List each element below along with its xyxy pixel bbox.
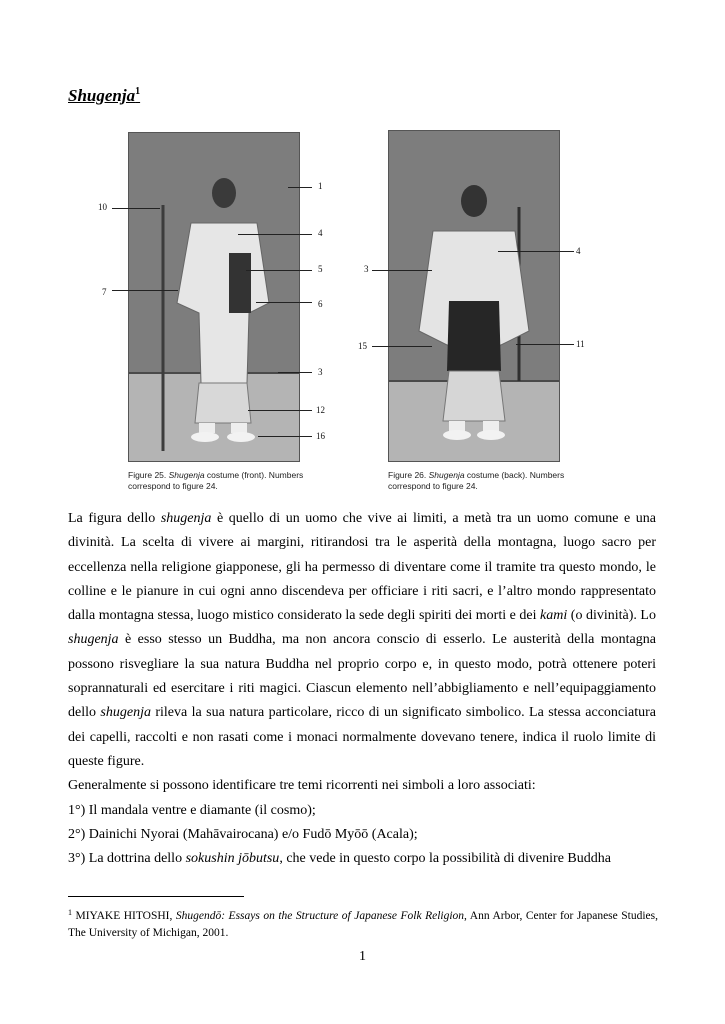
- callout-6: 6: [318, 299, 323, 309]
- footnote: [68, 904, 658, 942]
- costume-back-photo: [388, 130, 560, 462]
- figure-26-caption: [388, 470, 608, 491]
- footnote-rule: [68, 896, 244, 897]
- paragraph-run: kami: [540, 608, 568, 624]
- footnote-author: MIYAKE HITOSHI,: [72, 910, 176, 922]
- caption-prefix: Figure 26.: [388, 470, 429, 480]
- list-item: [68, 823, 656, 847]
- caption-suffix: costume (front). Numbers correspond to figure 24.: [128, 470, 304, 491]
- callout-back-3: 3: [364, 264, 369, 274]
- main-paragraph: [68, 507, 656, 774]
- paragraph-run: rileva la sua natura particolare, ricco di un significato simbolico. La stessa acconciatura dei capelli, raccolti e non rasati come i monaci normalmente dovevano tenere, indica il ruolo limite di queste figure.: [68, 705, 656, 769]
- callout-back-4: 4: [576, 246, 581, 256]
- list-item: [68, 799, 656, 823]
- callout-16: 16: [316, 431, 325, 441]
- callout-3: 3: [318, 367, 323, 377]
- paragraph-run: La figura dello: [68, 511, 161, 526]
- costume-front-photo: [128, 132, 300, 462]
- callout-5: 5: [318, 264, 323, 274]
- intro-line: Generalmente si possono identificare tre temi ricorrenti nei simboli a loro associati:: [68, 778, 536, 794]
- callout-back-15: 15: [358, 341, 367, 351]
- figure-front: [98, 132, 328, 492]
- list-item-run: 2°) Dainichi Nyorai (Mahāvairocana) e/o Fudō Myōō (Acala);: [68, 826, 418, 842]
- page-title: [68, 86, 140, 106]
- page-number: 1: [359, 949, 366, 964]
- paragraph-run: shugenja: [100, 705, 151, 721]
- caption-prefix: Figure 25.: [128, 470, 169, 480]
- callout-7: 7: [102, 287, 107, 297]
- callout-12: 12: [316, 405, 325, 415]
- figure-25-caption: [128, 470, 348, 491]
- caption-suffix: costume (back). Numbers correspond to figure 24.: [388, 470, 565, 491]
- caption-italic: Shugenja: [428, 470, 465, 480]
- footnote-marker: 1: [68, 908, 72, 917]
- footnote-title: Shugendō: Essays on the Structure of Japanese Folk Religion: [175, 910, 465, 922]
- callout-10: 10: [98, 202, 107, 212]
- footnote-rest: , Ann Arbor, Center for Japanese Studies, The University of Michigan, 2001.: [68, 910, 658, 939]
- list-item-run: sokushin jōbutsu: [185, 851, 280, 867]
- list-item-run: , che vede in questo corpo la possibilità di divenire Buddha: [279, 851, 611, 867]
- caption-italic: Shugenja: [168, 470, 205, 480]
- paragraph-run: è esso stesso un Buddha, ma non ancora conscio di esserlo. Le austerità della montagna possono risvegliare la sua natura Buddha nel proprio corpo e, in questo modo, potrà ottenere poteri soprannaturali ed esercitare i riti magici. Ciascun elemento nell’abbigliamento e nell’equipaggiamento dello: [68, 632, 656, 721]
- callout-back-11: 11: [576, 339, 585, 349]
- themes-list: [68, 799, 656, 872]
- list-item-run: 1°) Il mandala ventre e diamante (il cosmo);: [68, 802, 316, 818]
- paragraph-run: (o divinità). Lo: [567, 608, 656, 624]
- body-text: [68, 507, 656, 871]
- title-footnote-marker: 1: [135, 86, 141, 97]
- list-item-run: 3°) La dottrina dello: [68, 851, 186, 867]
- paragraph-run: shugenja: [68, 632, 119, 648]
- list-item: [68, 847, 656, 871]
- callout-1: 1: [318, 181, 323, 191]
- paragraph-run: è quello di un uomo che vive ai limiti, a metà tra un uomo comune e una divinità. La scelta di vivere ai margini, ritirandosi tra le asperità della montagna, luogo sacro per eccellenza nella religione giapponese, gli ha permesso di diventare come il tramite tra questo mondo, le colline e le pianure in cui ogni anno discendeva per officiare i riti sacri, e l’altro mondo rappresentato dalla montagna stessa, luogo mistico considerato la sede degli spiriti dei morti e dei: [68, 511, 657, 624]
- figure-back: [358, 130, 598, 494]
- callout-4: 4: [318, 228, 323, 238]
- page-title-text: Shugenja: [68, 86, 136, 105]
- paragraph-run: shugenja: [160, 511, 212, 526]
